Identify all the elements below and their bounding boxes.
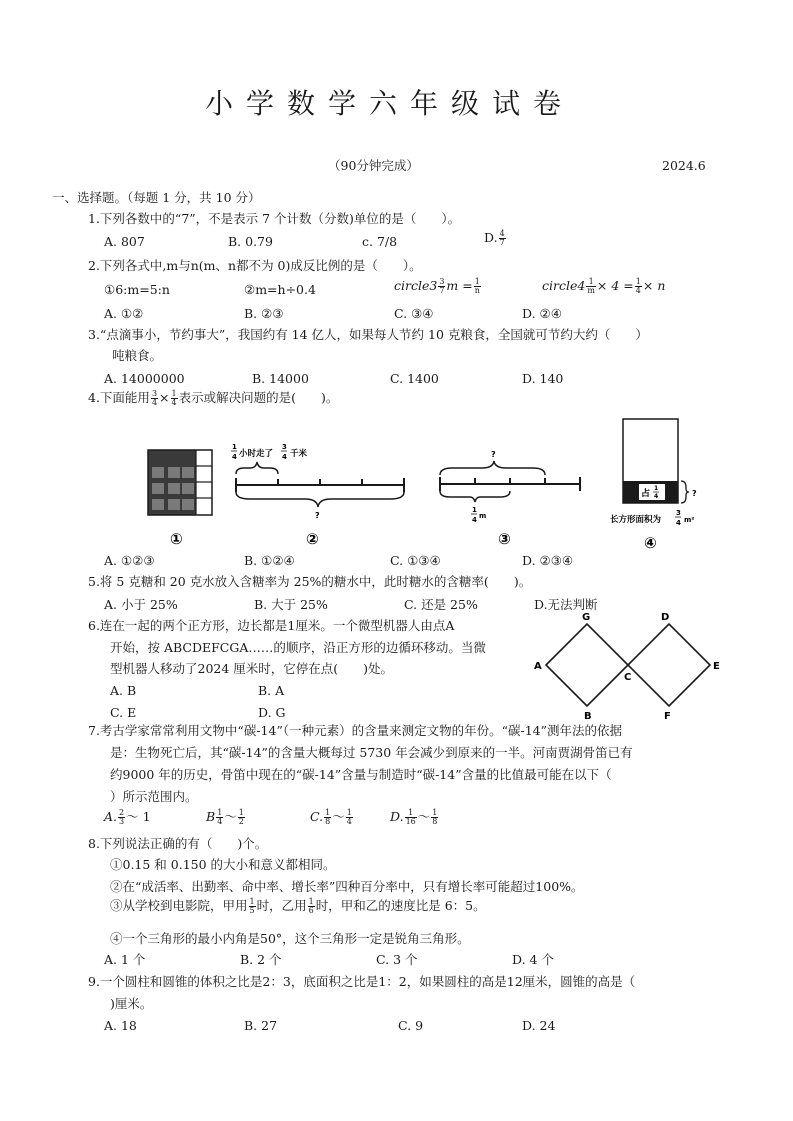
exam-duration: （90分钟完成） — [328, 158, 419, 173]
q4-figure-label-1: ① — [170, 530, 183, 548]
q8-statement-4: ④一个三角形的最小内角是50°，这个三角形一定是锐角三角形。 — [110, 931, 470, 946]
q3-stem-line2: 吨粮食。 — [112, 348, 163, 363]
q9-stem-line2: )厘米。 — [110, 996, 153, 1011]
q5-stem: 5.将 5 克糖和 20 克水放入含糖率为 25%的糖水中，此时糖水的含糖率( )。 — [88, 574, 532, 589]
q6-stem-line1: 6.连在一起的两个正方形，边长都是1厘米。一个微型机器人由点A — [88, 618, 455, 633]
q6-point-a: A — [534, 661, 542, 672]
q1-option-c: c. 7/8 — [362, 234, 398, 249]
q5-option-a: A. 小于 25% — [104, 597, 178, 612]
q8-option-b: B. 2 个 — [240, 952, 282, 967]
q2-option-b: B. ②③ — [244, 306, 284, 321]
q8-option-c: C. 3 个 — [376, 952, 418, 967]
q3-option-d: D. 140 — [522, 371, 564, 386]
q6-option-c: C. E — [110, 705, 137, 720]
q4-fig4-cap-n: 3 — [676, 509, 681, 517]
q9-option-c: C. 9 — [398, 1018, 424, 1033]
q8-statement-1: ①0.15 和 0.150 的大小和意义都相同。 — [110, 857, 336, 872]
q4-figure-3-line — [440, 450, 580, 524]
q5-option-b: B. 大于 25% — [254, 597, 328, 612]
q4-stem: 4.下面能用 $\frac{3}{4}$ × $\frac{1}{4}$ 表示或解决问题的是( )。 — [88, 389, 339, 407]
q4-fig4-unit: m² — [684, 516, 695, 524]
q3-stem-line1: 3.“点滴事小，节约事大”，我国约有 14 亿人，如果每人节约 10 克粮食，全国就可节约大约（ ） — [88, 327, 648, 342]
q1-option-a: A. 807 — [104, 234, 145, 249]
q6-point-e: E — [713, 661, 720, 672]
q6-stem-line2: 开始，按 ABCDEFCGA……的顺序，沿正方形的边循环移动。当微 — [110, 640, 486, 655]
q7-option-a: A. $\frac{2}{3}$ ～ 1 — [104, 808, 151, 826]
q5-option-c: C. 还是 25% — [404, 597, 478, 612]
q4-fig2-hour-d: 4 — [232, 453, 237, 461]
q4-fig2-label: 小时走了 — [239, 449, 274, 459]
q6-point-c: C — [624, 672, 632, 683]
q2-option-d: D. ②④ — [522, 306, 562, 321]
q4-fig2-unit: 千米 — [290, 449, 308, 459]
q6-stem-line3: 型机器人移动了2024 厘米时，它停在点( )处。 — [110, 661, 394, 676]
q4-figures — [0, 0, 793, 560]
q6-point-f: F — [664, 711, 671, 722]
q3-option-a: A. 14000000 — [104, 371, 185, 386]
q4-fig3-question: ? — [491, 450, 496, 459]
q4-fig2-frac-d: 4 — [282, 453, 287, 461]
q4-figure-label-4: ④ — [644, 534, 657, 552]
q4-figure-4-rect — [610, 419, 697, 527]
q1-option-b: B. 0.79 — [228, 234, 273, 249]
q6-point-g: G — [582, 612, 591, 623]
q4-figure-1-grid — [148, 450, 212, 515]
q4-option-a: A. ①②③ — [104, 553, 155, 568]
q4-figure-label-3: ③ — [498, 530, 511, 548]
q6-option-d: D. G — [258, 705, 286, 720]
q9-option-b: B. 27 — [244, 1018, 278, 1033]
q1-option-d: D. $\frac{4}{7}$ — [484, 229, 505, 247]
q8-statement-2: ②在“成活率、出勤率、命中率、增长率”四种百分率中，只有增长率可能超过100%。 — [110, 879, 584, 894]
q6-point-d: D — [661, 612, 670, 623]
q4-figure-2-line — [231, 443, 404, 520]
q4-fig2-frac-n: 3 — [282, 443, 287, 451]
q7-option-d: D. $\frac{1}{16}$ ～ $\frac{1}{8}$ — [390, 808, 438, 826]
q7-stem-line4: ）所示范围内。 — [110, 789, 198, 804]
q4-fig4-cap-d: 4 — [676, 519, 681, 527]
q4-fig4-box-d: 4 — [654, 493, 659, 500]
q4-fig3-n: 1 — [472, 506, 477, 514]
q7-option-c: C. $\frac{1}{8}$ ～ $\frac{1}{4}$ — [310, 808, 352, 826]
q4-fig3-d: 4 — [472, 516, 477, 524]
q2-statement-2: ②m=h÷0.4 — [244, 282, 316, 297]
q4-fig3-unit: m — [479, 512, 487, 520]
q9-option-d: D. 24 — [522, 1018, 556, 1033]
q7-stem-line1: 7.考古学家常常利用文物中“碳-14”（一种元素）的含量来测定文物的年份。“碳-14”测年法的依据 — [88, 723, 622, 738]
q2-stem: 2.下列各式中,m与n(m、n都不为 0)成反比例的是（ ）。 — [88, 258, 422, 273]
q2-option-c: C. ③④ — [394, 306, 434, 321]
q8-statement-3: ③从学校到电影院，甲用 $\frac{1}{5}$ 时，乙用 $\frac{1}{6}$ 时，甲和乙的速度比是 6：5。 — [110, 897, 486, 915]
q4-option-b: B. ①②④ — [244, 553, 295, 568]
q8-option-a: A. 1 个 — [104, 952, 146, 967]
exam-date: 2024.6 — [662, 158, 706, 173]
q6-point-b: B — [584, 711, 592, 722]
q4-option-c: C. ①③④ — [390, 553, 441, 568]
q4-fig4-caption: 长方形面积为 — [610, 515, 662, 525]
q1-stem: 1.下列各数中的“7”，不是表示 7 个计数（分数)单位的是（ ）。 — [88, 211, 461, 226]
q6-option-a: A. B — [110, 683, 137, 698]
q7-stem-line2: 是：生物死亡后，其“碳-14”的含量大概每过 5730 年会减少到原来的一半。河南贾湖骨笛已有 — [110, 745, 633, 760]
q6-squares-diagram — [530, 608, 730, 724]
q6-option-b: B. A — [258, 683, 285, 698]
q9-option-a: A. 18 — [104, 1018, 137, 1033]
q7-stem-line3: 约9000 年的历史，骨笛中现在的“碳-14”含量与制造时“碳-14”含量的比值最可能在以下（ — [110, 767, 612, 782]
q9-stem-line1: 9.一个圆柱和圆锥的体积之比是2：3，底面积之比是1：2，如果圆柱的高是12厘米，圆锥的高是（ — [88, 974, 636, 989]
q4-fig2-hour-n: 1 — [232, 443, 237, 451]
q4-figure-label-2: ② — [306, 530, 319, 548]
q3-option-b: B. 14000 — [252, 371, 309, 386]
q2-statement-4: circle4 $\frac{1}{m}$ × 4 = $\frac{1}{4}$ × n — [542, 277, 666, 295]
section-heading: 一、选择题。（每题 1 分，共 10 分） — [52, 190, 261, 205]
q8-stem: 8.下列说法正确的有（ )个。 — [88, 836, 268, 851]
q4-fig4-box-n: 1 — [654, 485, 659, 492]
q3-option-c: C. 1400 — [390, 371, 439, 386]
q7-option-b: B $\frac{1}{4}$ ～ $\frac{1}{2}$ — [206, 808, 244, 826]
q2-option-a: A. ①② — [104, 306, 144, 321]
q2-statement-1: ①6:m=5:n — [104, 282, 170, 297]
q5-option-d: D.无法判断 — [534, 597, 598, 612]
page-title: 小学数学六年级试卷 — [205, 87, 575, 120]
q4-fig4-question: ? — [692, 489, 697, 498]
q8-option-d: D. 4 个 — [512, 952, 554, 967]
q4-fig4-box-label: 占 — [641, 489, 651, 499]
q4-option-d: D. ②③④ — [522, 553, 574, 568]
q4-fig2-question: ? — [315, 511, 320, 520]
q2-statement-3: circle3 $\frac{3}{7}$ m = $\frac{1}{n}$ — [394, 277, 480, 295]
